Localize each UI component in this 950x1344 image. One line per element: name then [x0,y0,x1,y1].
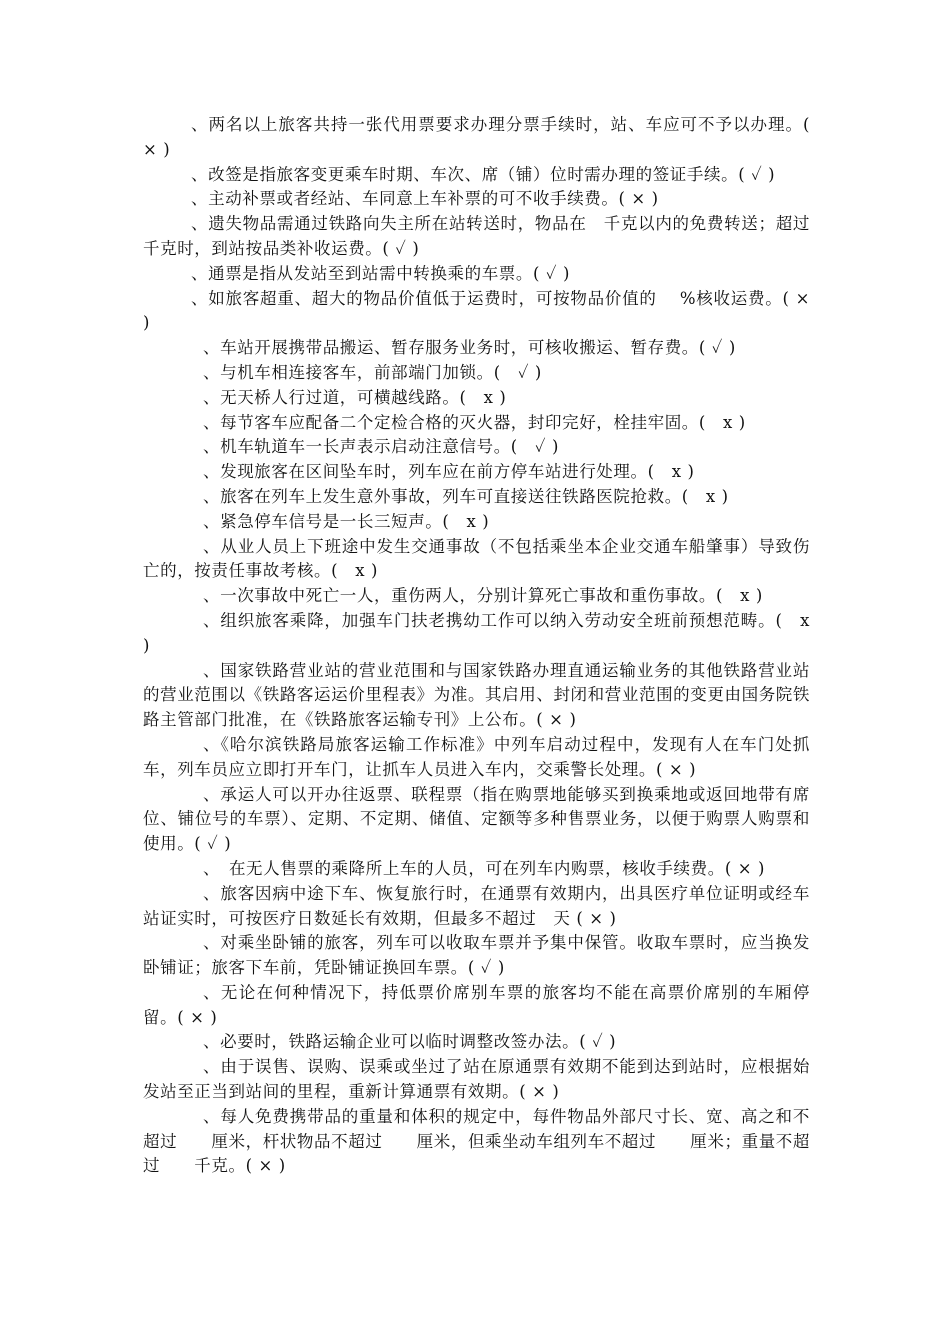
list-item: 、两名以上旅客共持一张代用票要求办理分票手续时，站、车应可不予以办理。( × ) [143,115,810,159]
list-item: 、紧急停车信号是一长三短声。( x ) [203,511,490,531]
list-item: 、必要时，铁路运输企业可以临时调整改签办法。( ✓ ) [203,1032,617,1052]
list-item: 、组织旅客乘降，加强车门扶老携幼工作可以纳入劳动安全班前预想范畴。( x ) [143,610,810,655]
list-item: 、旅客因病中途下车、恢复旅行时，在通票有效期内，出具医疗单位证明或经车站证实时，可按医疗日数延长有效期，但最多不超过 天 ( × ) [143,883,810,928]
list-item: 、每人免费携带品的重量和体积的规定中，每件物品外部尺寸长、宽、高之和不超过 厘米，杆状物品不超过 厘米，但乘坐动车组列车不超过 厘米；重量不超过 千克。( × ) [143,1106,810,1176]
list-item: 、机车轨道车一长声表示启动注意信号。( ✓ ) [203,437,560,457]
list-item: 、一次事故中死亡一人，重伤两人，分别计算死亡事故和重伤事故。( x ) [203,586,763,606]
list-item: 、对乘坐卧铺的旅客，列车可以收取车票并予集中保管。收取车票时，应当换发卧铺证；旅客下车前，凭卧铺证换回车票。( ✓ ) [143,933,810,978]
list-item: 、旅客在列车上发生意外事故，列车可直接送往铁路医院抢救。( x ) [203,486,729,506]
question-list [143,113,828,1179]
list-item: 、车站开展携带品搬运、暂存服务业务时，可核收搬运、暂存费。( ✓ ) [203,338,736,358]
list-item: 、 在无人售票的乘降所上车的人员，可在列车内购票，核收手续费。( × ) [203,858,766,878]
list-item: 、无论在何种情况下，持低票价席别车票的旅客均不能在高票价席别的车厢停留。( × ) [143,982,810,1027]
list-item: 、《哈尔滨铁路局旅客运输工作标准》中列车启动过程中，发现有人在车门处抓车，列车员应立即打开车门，让抓车人员进入车内，交乘警长处理。( × ) [143,734,810,779]
list-item: 、国家铁路营业站的营业范围和与国家铁路办理直通运输业务的其他铁路营业站的营业范围以《铁路客运运价里程表》为准。其启用、封闭和营业范围的变更由国务院铁路主管部门批准，在《铁路旅客运输专刊》上公布。( × ) [143,660,810,730]
list-item: 、改签是指旅客变更乘车时期、车次、席（铺）位时需办理的签证手续。( ✓ ) [191,164,776,184]
list-item: 、发现旅客在区间坠车时，列车应在前方停车站进行处理。( x ) [203,462,695,482]
list-item: 、与机车相连接客车，前部端门加锁。( ✓ ) [203,362,542,382]
list-item: 、主动补票或者经站、车同意上车补票的可不收手续费。( × ) [191,189,659,209]
list-item: 、如旅客超重、超大的物品价值低于运费时，可按物品价值的 %核收运费。( × ) [143,288,810,333]
list-item: 、从业人员上下班途中发生交通事故（不包括乘坐本企业交通车船肇事）导致伤亡的，按责任事故考核。( x ) [143,536,810,581]
list-item: 、无天桥人行过道，可横越线路。( x ) [203,387,507,407]
list-item: 、遗失物品需通过铁路向失主所在站转送时，物品在 千克以内的免费转送；超过 千克时，到站按品类补收运费。( ✓ ) [143,214,828,258]
list-item: 、通票是指从发站至到站需中转换乘的车票。( ✓ ) [191,263,571,283]
list-item: 、每节客车应配备二个定检合格的灭火器，封印完好，栓挂牢固。( x ) [203,412,746,432]
list-item: 、承运人可以开办往返票、联程票（指在购票地能够买到换乘地或返回地带有席位、铺位号的车票）、定期、不定期、储值、定额等多种售票业务，以便于购票人购票和使用。( ✓ ) [143,784,810,854]
list-item: 、由于误售、误购、误乘或坐过了站在原通票有效期不能到达到站时，应根据始发站至正当到站间的里程，重新计算通票有效期。( × ) [143,1057,810,1102]
